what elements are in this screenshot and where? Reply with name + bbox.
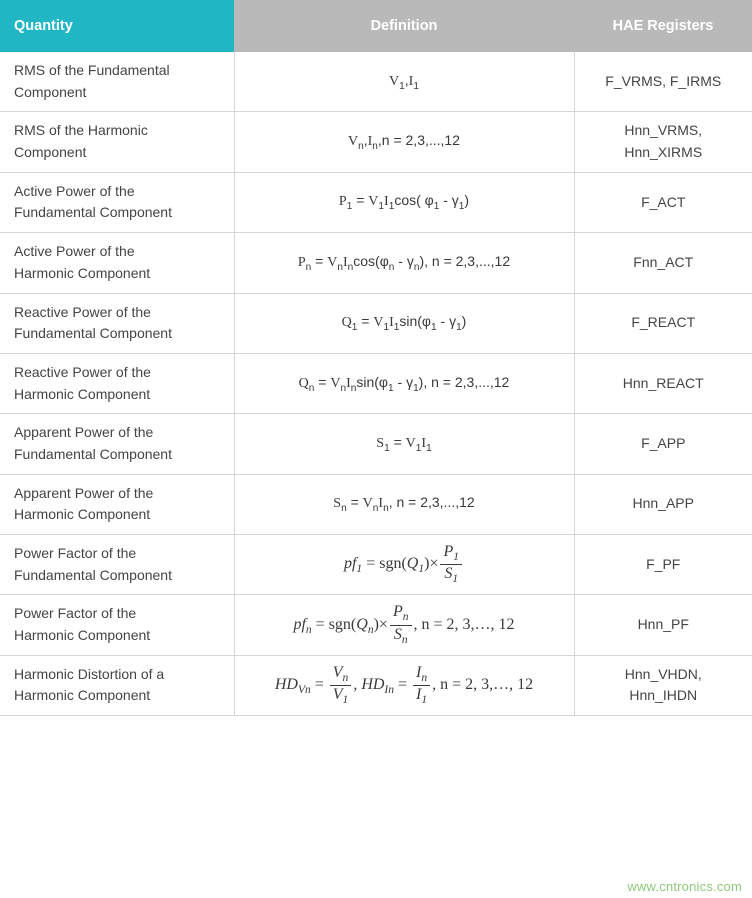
site-watermark: www.cntronics.com: [627, 879, 742, 894]
fraction-denominator: [413, 685, 430, 707]
table-header: [0, 0, 752, 52]
fraction-denominator: [440, 564, 462, 586]
cell-registers: [574, 172, 752, 232]
symbol-p: P: [338, 194, 347, 210]
table-row: [0, 353, 752, 413]
symbol-v: V: [373, 315, 384, 331]
symbol-gamma: γ: [406, 252, 414, 269]
symbol-hd: HD: [274, 676, 298, 694]
table-row: [0, 474, 752, 534]
quantity-line-2: Fundamental Component: [14, 566, 172, 583]
cell-definition: [234, 595, 574, 655]
symbol-i: I: [421, 435, 427, 451]
function-sgn: sgn(: [379, 555, 407, 573]
close-paren: ): [461, 313, 467, 330]
table-row: [0, 655, 752, 715]
subscript-n: n: [421, 672, 428, 685]
formula-rms-fundamental: [389, 71, 419, 92]
register-line-2: Hnn_IHDN: [629, 687, 698, 704]
symbol-i: I: [416, 663, 422, 681]
minus: -: [393, 373, 407, 390]
close-paren: ): [464, 192, 470, 209]
symbol-hd: HD: [361, 676, 385, 694]
multiply-sign: ×: [378, 615, 388, 633]
symbol-q: Q: [356, 615, 368, 633]
symbol-i: I: [408, 73, 414, 89]
symbol-i: I: [346, 375, 351, 391]
table-row: [0, 52, 752, 112]
table-header-row: [0, 0, 752, 52]
formula-reactive-power-harmonic: [298, 373, 510, 394]
subscript-n: n: [342, 672, 349, 685]
cell-quantity: [0, 172, 234, 232]
cell-definition: [234, 172, 574, 232]
symbol-q: Q: [298, 375, 309, 391]
equals: =: [346, 494, 363, 511]
minus: -: [394, 252, 407, 269]
register-line-1: F_ACT: [641, 193, 686, 210]
symbol-v: V: [330, 375, 341, 391]
quantity-line-2: Harmonic Component: [14, 264, 151, 281]
subscript-n: n: [305, 261, 312, 273]
symbol-v: V: [389, 73, 400, 89]
cell-registers: [574, 112, 752, 172]
quantity-line-1: Power Factor of the: [14, 545, 137, 561]
quantity-line-1: Active Power of the: [14, 243, 135, 260]
symbol-i: I: [389, 315, 394, 331]
symbol-phi: φ: [379, 252, 389, 269]
fraction-numerator: [440, 543, 462, 564]
subscript-1: 1: [383, 322, 390, 334]
fraction-numerator: [413, 664, 430, 685]
subscript-1: 1: [458, 201, 465, 213]
cell-definition: [234, 293, 574, 353]
table-row: [0, 172, 752, 232]
subscript-1: 1: [413, 382, 419, 394]
table-row: [0, 112, 752, 172]
quantity-line-2: Fundamental Component: [14, 325, 172, 342]
quantity-line-2: Component: [14, 144, 87, 161]
table-body: [0, 52, 752, 716]
symbol-p: P: [392, 603, 403, 621]
equals: =: [362, 555, 380, 573]
subscript-1: 1: [393, 322, 400, 334]
symbol-pf: pf: [343, 555, 357, 573]
minus: -: [436, 313, 450, 330]
subscript-n: n: [350, 382, 357, 394]
subscript-n: n: [305, 623, 312, 636]
quantity-line-1: Apparent Power of the: [14, 484, 154, 501]
cell-definition: [234, 233, 574, 293]
symbol-p: P: [297, 254, 306, 270]
register-line-1: F_APP: [641, 435, 686, 452]
cell-definition: [234, 414, 574, 474]
symbol-v: V: [327, 254, 338, 270]
formula-tail: ), n = 2,3,...,12: [418, 373, 510, 390]
quantity-line-1: Active Power of the: [14, 182, 135, 199]
cell-quantity: [0, 655, 234, 715]
subscript-1: 1: [388, 201, 395, 213]
subscript-1: 1: [342, 694, 349, 707]
cell-definition: [234, 52, 574, 112]
symbol-gamma: γ: [451, 192, 459, 209]
cell-quantity: [0, 414, 234, 474]
column-header-quantity: Quantity: [0, 0, 234, 52]
fraction-numerator: [330, 664, 352, 685]
formula-tail: , n = 2,3,...,12: [388, 494, 475, 511]
symbol-v: V: [368, 194, 379, 210]
register-line-1: Hnn_VHDN,: [624, 665, 702, 682]
symbol-i: I: [342, 254, 348, 270]
subscript-1: 1: [388, 382, 394, 394]
table-row: [0, 233, 752, 293]
table-row: [0, 414, 752, 474]
cell-quantity: [0, 52, 234, 112]
cell-registers: [574, 535, 752, 595]
cell-quantity: [0, 595, 234, 655]
formula-tail: ), n = 2,3,...,12: [419, 252, 511, 269]
minus: -: [439, 192, 452, 209]
quantity-line-1: Harmonic Distortion of a: [14, 665, 165, 682]
register-line-1: F_PF: [646, 555, 681, 572]
symbol-v: V: [405, 435, 416, 451]
symbol-s: S: [333, 496, 342, 512]
subscript-n: n: [308, 382, 315, 394]
table-row: [0, 595, 752, 655]
quantity-line-1: RMS of the Harmonic: [14, 122, 148, 139]
cell-registers: [574, 414, 752, 474]
subscript-n: n: [358, 140, 364, 152]
function-sin: sin(: [399, 313, 422, 330]
equals: =: [352, 192, 369, 209]
subscript-n: n: [401, 633, 408, 646]
subscript-1: 1: [346, 201, 353, 213]
subscript-1: 1: [453, 551, 460, 564]
subscript-n: n: [383, 503, 389, 515]
table-row: [0, 293, 752, 353]
subscript-1: 1: [384, 442, 390, 454]
multiply-sign: ×: [429, 555, 439, 573]
function-sgn: sgn(: [328, 615, 357, 633]
cell-quantity: [0, 474, 234, 534]
subscript-1: 1: [452, 573, 459, 586]
symbol-phi: φ: [424, 192, 434, 209]
cell-registers: [574, 293, 752, 353]
symbol-v: V: [332, 663, 343, 681]
subscript-1: 1: [413, 80, 419, 92]
subscript-1: 1: [356, 563, 363, 576]
subscript-1: 1: [456, 322, 462, 334]
register-line-2: Hnn_XIRMS: [624, 144, 703, 161]
equals: =: [357, 313, 374, 330]
symbol-pf: pf: [293, 615, 306, 633]
equals: =: [389, 433, 406, 450]
formula-apparent-power-harmonic: [333, 494, 475, 515]
close-paren: ): [373, 615, 379, 633]
cell-quantity: [0, 293, 234, 353]
quantity-line-1: RMS of the Fundamental: [14, 62, 170, 78]
quantity-line-1: Apparent Power of the: [14, 424, 154, 441]
fraction-denominator: [390, 625, 412, 647]
register-line-1: Hnn_VRMS,: [624, 122, 703, 139]
comma: ,: [363, 132, 368, 149]
symbol-phi: φ: [421, 313, 431, 330]
symbol-phi: φ: [378, 373, 388, 390]
cell-definition: [234, 474, 574, 534]
table-row: [0, 535, 752, 595]
cell-definition: [234, 353, 574, 413]
cell-quantity: [0, 233, 234, 293]
formula-reactive-power-fundamental: [341, 313, 467, 334]
quantity-line-2: Harmonic Component: [14, 385, 151, 402]
register-line-1: Hnn_APP: [632, 495, 694, 512]
symbol-s: S: [376, 435, 385, 451]
fraction-numerator: [390, 603, 412, 624]
subscript-n: n: [340, 382, 347, 394]
symbol-v: V: [332, 685, 343, 703]
symbol-p: P: [443, 543, 454, 561]
symbol-s: S: [444, 565, 453, 583]
cell-quantity: [0, 353, 234, 413]
cell-definition: [234, 655, 574, 715]
equals: =: [310, 676, 328, 694]
register-line-1: Hnn_REACT: [622, 374, 704, 391]
function-sin: sin(: [356, 373, 379, 390]
equals: =: [311, 615, 329, 633]
formula-tail: ,n = 2,3,...,12: [377, 132, 461, 149]
symbol-i: I: [384, 194, 389, 210]
symbol-i: I: [367, 134, 373, 150]
cell-registers: [574, 52, 752, 112]
subscript-1: 1: [426, 442, 432, 454]
quantity-line-2: Harmonic Component: [14, 687, 151, 704]
formula-tail: , n = 2, 3,…, 12: [432, 676, 534, 694]
comma: ,: [404, 71, 409, 88]
fraction-p-over-s: [440, 543, 462, 586]
formula-power-factor-harmonic: [293, 603, 515, 646]
formula-tail: , n = 2, 3,…, 12: [413, 615, 515, 633]
formula-active-power-harmonic: [297, 252, 511, 273]
formula-active-power-fundamental: [338, 192, 470, 213]
register-line-1: Fnn_ACT: [633, 253, 694, 270]
subscript-n: n: [372, 503, 379, 515]
formula-rms-harmonic: [347, 132, 461, 152]
register-line-1: Hnn_PF: [637, 616, 689, 633]
symbol-q: Q: [341, 315, 352, 331]
register-line-1: F_REACT: [631, 314, 696, 331]
symbol-v: V: [347, 134, 359, 150]
symbol-i: I: [416, 685, 422, 703]
subscript-in: In: [384, 684, 395, 697]
subscript-1: 1: [415, 442, 422, 454]
column-header-definition: Definition: [234, 0, 574, 52]
cell-definition: [234, 112, 574, 172]
subscript-n: n: [388, 261, 395, 273]
subscript-n: n: [347, 261, 354, 273]
formula-power-factor-fundamental: [343, 543, 464, 586]
formula-harmonic-distortion: [274, 663, 534, 707]
quantity-line-2: Harmonic Component: [14, 506, 151, 523]
subscript-1: 1: [433, 201, 440, 213]
cell-quantity: [0, 535, 234, 595]
cell-definition: [234, 535, 574, 595]
subscript-n: n: [341, 503, 347, 515]
symbol-gamma: γ: [449, 313, 457, 330]
equals: =: [394, 676, 412, 694]
function-cos: cos(: [394, 192, 425, 209]
fraction-vn-over-v1: [330, 664, 352, 707]
cell-registers: [574, 353, 752, 413]
quantity-line-2: Fundamental Component: [14, 445, 172, 462]
register-line-1: F_VRMS, F_IRMS: [605, 72, 722, 89]
fraction-in-over-i1: [413, 664, 430, 707]
subscript-1: 1: [431, 322, 437, 334]
close-paren: ): [424, 555, 430, 573]
cell-registers: [574, 595, 752, 655]
cell-registers: [574, 474, 752, 534]
subscript-n: n: [402, 611, 409, 624]
subscript-1: 1: [418, 563, 425, 576]
subscript-n: n: [413, 261, 420, 273]
subscript-1: 1: [378, 201, 385, 213]
cell-registers: [574, 655, 752, 715]
symbol-q: Q: [406, 555, 419, 573]
subscript-n: n: [367, 623, 374, 636]
subscript-vn: Vn: [297, 684, 311, 697]
quantity-line-1: Reactive Power of the: [14, 303, 151, 320]
quantity-line-1: Reactive Power of the: [14, 363, 151, 380]
symbol-v: V: [362, 496, 373, 512]
symbol-gamma: γ: [406, 373, 414, 390]
subscript-1: 1: [421, 694, 428, 707]
function-cos: cos(: [353, 252, 380, 269]
symbol-s: S: [393, 625, 402, 643]
fraction-denominator: [330, 685, 352, 707]
subscript-n: n: [372, 140, 378, 152]
subscript-1: 1: [351, 322, 358, 334]
column-header-hae-registers: HAE Registers: [574, 0, 752, 52]
symbol-i: I: [378, 496, 384, 512]
cell-quantity: [0, 112, 234, 172]
fraction-p-over-s: [390, 603, 412, 646]
quantity-line-2: Harmonic Component: [14, 627, 151, 644]
subscript-n: n: [337, 261, 343, 273]
cell-registers: [574, 233, 752, 293]
equals: =: [314, 373, 331, 390]
quantity-line-2: Fundamental Component: [14, 204, 172, 221]
separator: ,: [353, 676, 362, 694]
formula-apparent-power-fundamental: [376, 433, 432, 454]
equals: =: [311, 252, 328, 269]
quantity-line-1: Power Factor of the: [14, 605, 137, 622]
subscript-1: 1: [399, 80, 405, 92]
quantity-line-2: Component: [14, 83, 87, 100]
